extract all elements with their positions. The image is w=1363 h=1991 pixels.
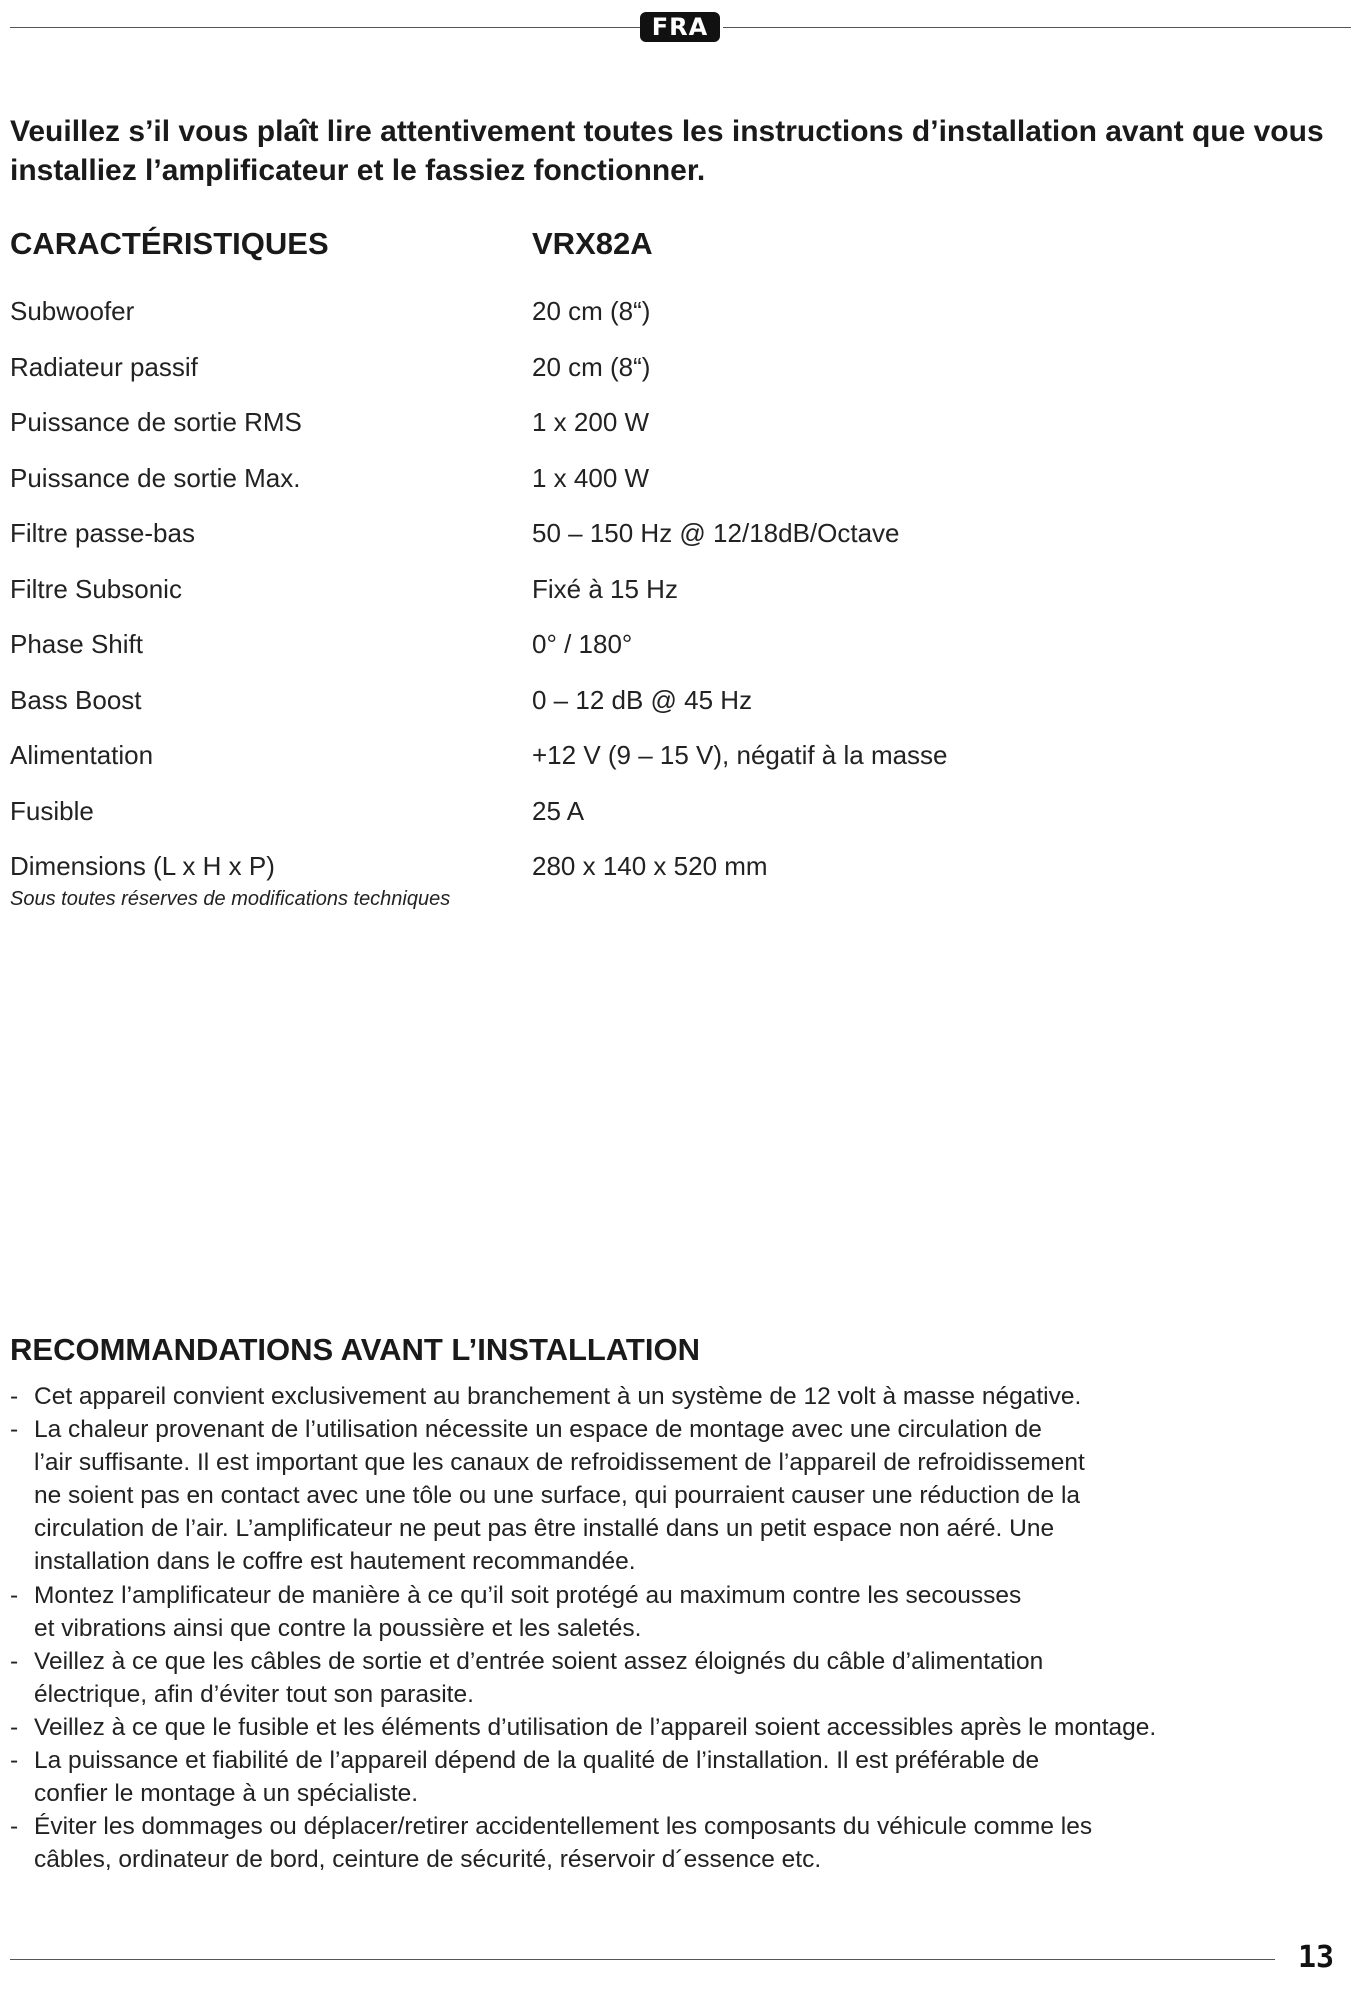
list-item-text: Cet appareil convient exclusivement au branchement à un système de 12 volt à masse négative. [34,1383,1082,1410]
spec-label: Fusible [10,795,94,826]
bullet-dash: - [10,1713,19,1741]
spec-row [10,284,1210,340]
spec-label: Alimentation [10,740,154,771]
language-badge: FRA [640,12,720,42]
spec-value: 25 A [532,795,585,826]
spec-row [10,784,1210,840]
spec-row [10,395,1210,451]
spec-row [10,673,1210,729]
spec-value: 1 x 200 W [532,407,650,438]
spec-label: Puissance de sortie RMS [10,407,302,438]
specs-disclaimer: Sous toutes réserves de modifications techniques [10,888,451,910]
bullet-dash: - [10,1813,19,1841]
spec-row [10,839,1210,895]
model-heading: VRX82A [532,226,653,261]
spec-value: +12 V (9 – 15 V), négatif à la masse [532,740,948,771]
spec-value: Fixé à 15 Hz [532,573,678,604]
spec-label: Filtre passe-bas [10,518,195,549]
bullet-dash: - [10,1747,19,1775]
list-item [10,1810,1350,1876]
spec-label: Filtre Subsonic [10,573,182,604]
spec-label: Puissance de sortie Max. [10,462,301,493]
bullet-dash: - [10,1581,19,1609]
spec-row [10,728,1210,784]
spec-value: 1 x 400 W [532,462,650,493]
header-rule-left [10,27,642,28]
spec-row [10,617,1210,673]
bullet-dash: - [10,1416,19,1444]
list-item [10,1579,1350,1645]
list-item-text: Veillez à ce que le fusible et les éléments d’utilisation de l’appareil soient accessibles après le montage. [34,1713,1157,1741]
list-item-text: Éviter les dommages ou déplacer/retirer accidentellement les composants du véhicule comme les câbles, ordinateur de bord, ceinture de sécurité, réservoir d´essence etc. [34,1813,1093,1874]
list-item-text: Veillez à ce que les câbles de sortie et d’entrée soient assez éloignés du câble d’alimentation électrique, afin d’éviter tout son parasite. [34,1647,1044,1708]
list-item [10,1744,1350,1810]
list-item-text: La puissance et fiabilité de l’appareil dépend de la qualité de l’installation. Il est préférable de confier le montage à un spécialiste. [34,1747,1040,1808]
spec-value: 0° / 180° [532,629,633,660]
spec-label: Radiateur passif [10,351,198,382]
recommendations-list [10,1380,1350,1876]
footer-rule [10,1959,1275,1960]
bullet-dash: - [10,1383,19,1410]
spec-label: Bass Boost [10,684,142,715]
list-item-text: Montez l’amplificateur de manière à ce qu’il soit protégé au maximum contre les secousses et vibrations ainsi que contre la poussière et les saletés. [34,1581,1022,1642]
list-item [10,1711,1350,1744]
list-item [10,1413,1350,1578]
spec-row [10,340,1210,396]
recommendations-heading: RECOMMANDATIONS AVANT L’INSTALLATION [10,1332,700,1367]
spec-table [10,284,1210,895]
spec-row [10,451,1210,507]
spec-label: Subwoofer [10,296,135,327]
specs-heading: CARACTÉRISTIQUES [10,226,329,261]
list-item [10,1645,1350,1711]
spec-row [10,506,1210,562]
spec-value: 50 – 150 Hz @ 12/18dB/Octave [532,518,900,549]
spec-value: 0 – 12 dB @ 45 Hz [532,684,753,715]
spec-label: Dimensions (L x H x P) [10,851,275,882]
page-number: 13 [1298,1940,1335,1975]
intro-text: Veuillez s’il vous plaît lire attentivement toutes les instructions d’installation avant que vous installiez l’amplificateur et le fassiez fonctionner. [10,115,1324,187]
bullet-dash: - [10,1647,19,1675]
list-item-text: La chaleur provenant de l’utilisation nécessite un espace de montage avec une circulation de l’air suffisante. Il est important que les canaux de refroidissement de l’appareil de refroidissement ne soient pas en contact avec une tôle ou une surface, qui pourraient causer une réduction de la circulation de l’air. L’amplificateur ne peut pas être installé dans un petit espace non aéré. Une installation dans le coffre est hautement recommandée. [34,1416,1085,1576]
spec-label: Phase Shift [10,629,143,660]
spec-value: 280 x 140 x 520 mm [532,851,768,882]
spec-row [10,562,1210,618]
header-rule-right [723,27,1351,28]
spec-value: 20 cm (8“) [532,296,651,327]
spec-value: 20 cm (8“) [532,351,651,382]
list-item [10,1380,1350,1413]
